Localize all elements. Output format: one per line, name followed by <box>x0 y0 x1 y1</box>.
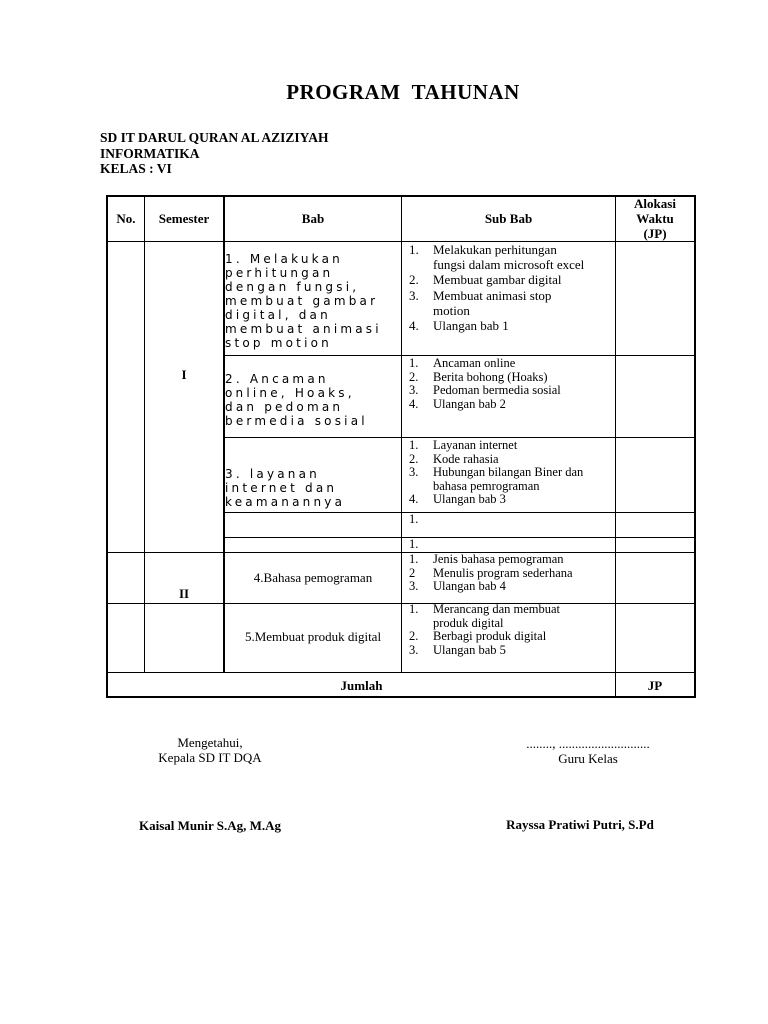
signature-left-line1: Mengetahui, <box>177 735 243 750</box>
total-value: JP <box>647 678 663 693</box>
item-number: 2. <box>409 272 419 288</box>
item-text: Ulangan bab 3 <box>433 492 506 507</box>
bab-line: bermedia sosial <box>225 414 368 428</box>
item-text: Merancang dan membuat <box>433 602 561 616</box>
item-number: 2 <box>409 565 416 580</box>
item-number: 1. <box>409 438 419 452</box>
list-item <box>409 630 615 644</box>
sub-bab-list <box>409 538 615 552</box>
list-item <box>409 466 615 493</box>
col-divider <box>401 195 402 672</box>
item-number: 2. <box>409 629 419 644</box>
signature-right-line2: Guru Kelas <box>558 751 618 766</box>
item-text: Membuat animasi stop <box>433 287 552 303</box>
item-text: Kode rahasia <box>433 451 499 466</box>
item-number: 4. <box>409 318 419 334</box>
document-title: PROGRAM TAHUNAN <box>286 80 520 104</box>
header-sub-bab: Sub Bab <box>484 211 533 226</box>
bab-line: dan pedoman <box>225 400 344 414</box>
school-name: SD IT DARUL QURAN AL AZIZIYAH <box>100 130 329 145</box>
item-text: bahasa pemrograman <box>433 478 540 493</box>
list-item <box>409 357 615 371</box>
list-item <box>409 242 615 272</box>
bab-cell <box>225 372 401 428</box>
item-text: Melakukan perhitungan <box>433 242 557 257</box>
item-number: 1. <box>409 552 419 566</box>
list-item <box>409 398 615 412</box>
bab-line: stop motion <box>225 336 332 350</box>
list-item <box>409 371 615 385</box>
item-text: Menulis program sederhana <box>433 565 573 580</box>
item-text: Ulangan bab 1 <box>433 318 509 334</box>
bab-line: 2. Ancaman <box>225 372 329 386</box>
list-item <box>409 553 615 567</box>
list-item <box>409 538 615 552</box>
item-number: 3. <box>409 287 419 303</box>
item-text: produk digital <box>433 615 504 630</box>
semester-label: II <box>178 586 190 601</box>
bab-line: membuat animasi <box>225 322 382 336</box>
item-number: 1. <box>409 242 419 257</box>
item-text: Pedoman bermedia sosial <box>433 383 561 398</box>
item-number: 3. <box>409 642 419 657</box>
item-text: Ancaman online <box>433 356 516 370</box>
list-item <box>409 384 615 398</box>
sub-bab-list <box>409 357 615 411</box>
list-item <box>409 288 615 318</box>
item-number: 2. <box>409 451 419 466</box>
item-text: motion <box>433 302 470 318</box>
table-border-bottom <box>106 696 696 698</box>
item-text: Ulangan bab 2 <box>433 396 506 411</box>
signature-left-name: Kaisal Munir S.Ag, M.Ag <box>138 818 282 833</box>
signature-right <box>488 736 688 766</box>
header-alokasi-line1: Alokasi <box>634 196 676 211</box>
bab-line: keamanannya <box>225 495 346 509</box>
bab-line: 1. Melakukan <box>225 252 343 266</box>
bab-line: membuat gambar <box>225 294 379 308</box>
bab-line: digital, dan <box>225 308 331 322</box>
item-number: 4. <box>409 492 419 507</box>
header-semester: Semester <box>158 211 210 226</box>
class-name: KELAS : VI <box>100 161 172 176</box>
item-number: 1. <box>409 356 419 370</box>
bab-line: perhitungan <box>225 266 334 280</box>
header-alokasi-line3: (JP) <box>643 226 667 241</box>
item-text <box>433 513 615 527</box>
list-item <box>409 567 615 581</box>
item-text: Ulangan bab 5 <box>433 642 506 657</box>
header-alokasi <box>616 196 694 241</box>
item-number: 2. <box>409 369 419 384</box>
total-divider <box>106 672 696 673</box>
col-divider <box>615 195 616 698</box>
list-item <box>409 493 615 507</box>
item-text: Hubungan bilangan Biner dan <box>433 465 584 480</box>
bab-line: online, Hoaks, <box>225 386 355 400</box>
item-number: 1. <box>409 602 419 616</box>
bab-cell: 5.Membuat produk digital <box>244 629 382 644</box>
item-number: 3. <box>409 465 419 480</box>
table-border-left <box>106 195 108 698</box>
item-text: Jenis bahasa pemograman <box>433 552 564 566</box>
item-text: Berbagi produk digital <box>433 629 547 644</box>
list-item <box>409 513 615 527</box>
item-number: 4. <box>409 396 419 411</box>
signature-right-name: Rayssa Pratiwi Putri, S.Pd <box>506 817 654 832</box>
bab-cell: 4.Bahasa pemograman <box>253 570 373 585</box>
signature-left <box>110 735 310 765</box>
list-item <box>409 644 615 658</box>
sub-bab-list <box>409 242 615 333</box>
semester-label: I <box>181 367 187 382</box>
list-item <box>409 603 615 630</box>
signature-right-line1: ........, ............................ <box>526 736 650 751</box>
item-text: Membuat gambar digital <box>433 272 562 288</box>
item-number: 3. <box>409 579 419 594</box>
bab-line: 3. layanan <box>225 467 320 481</box>
sub-bab-list <box>409 439 615 507</box>
item-text <box>433 538 615 552</box>
bab-cell <box>225 467 401 509</box>
total-label: Jumlah <box>340 678 383 693</box>
list-item <box>409 453 615 467</box>
bab-line: dengan fungsi, <box>225 280 360 294</box>
item-number: 1. <box>409 512 419 526</box>
list-item <box>409 318 615 333</box>
item-text: fungsi dalam microsoft excel <box>433 257 585 273</box>
item-number: 3. <box>409 383 419 398</box>
header-bab: Bab <box>301 211 325 226</box>
row-divider <box>106 603 223 604</box>
item-text: Berita bohong (Hoaks) <box>433 369 548 384</box>
list-item <box>409 272 615 287</box>
bab-cell <box>225 252 401 350</box>
item-text: Layanan internet <box>433 438 518 452</box>
subject-name: INFORMATIKA <box>100 145 200 161</box>
header-alokasi-line2: Waktu <box>636 211 674 226</box>
document-header-info <box>100 130 328 177</box>
bab-line: internet dan <box>225 481 338 495</box>
sub-bab-list <box>409 603 615 657</box>
sub-bab-list <box>409 513 615 527</box>
header-no: No. <box>116 211 136 226</box>
item-text: Ulangan bab 4 <box>433 579 506 594</box>
item-number: 1. <box>409 537 419 551</box>
list-item <box>409 439 615 453</box>
list-item <box>409 580 615 594</box>
signature-left-line2: Kepala SD IT DQA <box>158 750 262 765</box>
table-border-right <box>694 195 696 698</box>
sub-bab-list <box>409 553 615 594</box>
